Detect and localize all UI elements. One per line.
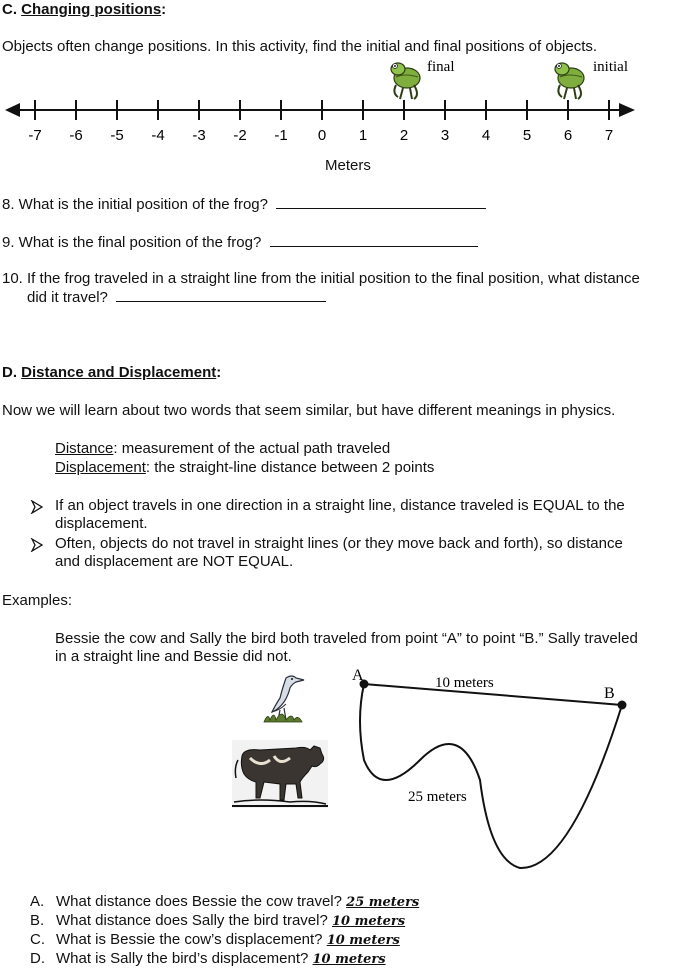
point-b-label: B: [604, 685, 615, 702]
answer-d-value: 10 meters: [312, 952, 386, 967]
bullet-1-line1: If an object travels in one direction in a straight line, distance traveled is EQUAL to the: [55, 497, 625, 514]
tick-label: -5: [110, 127, 124, 144]
bird-icon: [258, 672, 308, 724]
definition-displacement: [55, 459, 434, 477]
frog-final-icon: [391, 63, 420, 99]
distance-definition: : measurement of the actual path traveled: [113, 440, 391, 457]
tick-label: -6: [69, 127, 83, 144]
tick-label: 5: [522, 127, 532, 144]
straight-distance-label: 10 meters: [435, 675, 494, 691]
tick-label: -4: [151, 127, 165, 144]
answer-d-label: D.: [30, 950, 45, 967]
path-diagram: [340, 660, 640, 880]
answer-c-question: What is Bessie the cow’s displacement?: [56, 931, 323, 948]
cow-icon: [230, 738, 330, 810]
answer-b-value: 10 meters: [331, 914, 406, 929]
section-c-colon: :: [161, 1, 167, 18]
answer-8-blank[interactable]: [276, 195, 486, 209]
tick-label: 3: [440, 127, 450, 144]
answer-a-question: What distance does Bessie the cow travel?: [56, 893, 342, 910]
question-10-line2-wrap: [2, 288, 640, 307]
example-line2: in a straight line and Bessie did not.: [55, 648, 292, 665]
answer-row-c: [30, 931, 419, 950]
section-d-colon: :: [216, 364, 222, 381]
tick-label: -7: [28, 127, 42, 144]
displacement-term: Displacement: [55, 459, 146, 476]
point-a-label: A: [352, 667, 364, 684]
number-line-unit: Meters: [325, 157, 371, 174]
bullet-2-line2: and displacement are NOT EQUAL.: [55, 553, 294, 570]
displacement-definition: : the straight-line distance between 2 points: [145, 459, 435, 476]
tick-label: -3: [192, 127, 206, 144]
question-10: [2, 270, 640, 307]
tick-label: 6: [563, 127, 573, 144]
tick-label: 0: [317, 127, 327, 144]
tick-label: -2: [233, 127, 247, 144]
answers-list: [30, 893, 419, 969]
question-8: [2, 195, 486, 214]
examples-label: Examples:: [2, 592, 73, 609]
point-b-marker: [618, 701, 627, 710]
question-10-line2: did it travel?: [27, 289, 108, 306]
curved-distance-label: 25 meters: [408, 789, 467, 805]
arrow-bullet-icon: [30, 500, 44, 514]
answer-a-label: A.: [30, 893, 45, 910]
tick-marks: [28, 100, 613, 144]
frog-initial-icon: [555, 63, 584, 99]
question-10-line1: 10. If the frog traveled in a straight line from the initial position to the final position, what distance: [2, 270, 640, 287]
tick-label: -1: [274, 127, 288, 144]
answer-row-b: [30, 912, 419, 931]
distance-term: Distance: [55, 440, 114, 457]
final-label: final: [427, 59, 455, 75]
curved-path-line: [360, 684, 622, 868]
section-d-heading: [2, 364, 221, 382]
tick-label: 2: [399, 127, 409, 144]
question-9: [2, 233, 478, 252]
bullet-1: [30, 497, 625, 533]
section-d-intro: Now we will learn about two words that seem similar, but have different meanings in physics.: [2, 402, 616, 419]
answer-c-label: C.: [30, 931, 45, 948]
arrow-bullet-icon: [30, 538, 44, 552]
left-arrow-icon: [5, 103, 20, 117]
answer-row-a: [30, 893, 419, 912]
answer-b-question: What distance does Sally the bird travel?: [56, 912, 328, 929]
right-arrow-icon: [619, 103, 635, 117]
section-c-title: Changing positions: [21, 1, 162, 18]
section-c-heading: [2, 1, 166, 19]
answer-d-question: What is Sally the bird’s displacement?: [56, 950, 309, 967]
section-d-title: Distance and Displacement: [21, 364, 217, 381]
question-9-text: 9. What is the final position of the frog?: [2, 234, 262, 251]
answer-b-label: B.: [30, 912, 45, 929]
bullet-2: [30, 535, 623, 571]
tick-label: 1: [358, 127, 368, 144]
bullet-2-line1: Often, objects do not travel in straight lines (or they move back and forth), so distance: [55, 535, 623, 552]
bullet-1-line2: displacement.: [55, 515, 148, 532]
definition-distance: [55, 440, 390, 458]
tick-label: 7: [604, 127, 614, 144]
answer-a-value: 25 meters: [346, 895, 420, 910]
section-d-letter: D.: [2, 364, 17, 381]
example-line1: Bessie the cow and Sally the bird both traveled from point “A” to point “B.” Sally traveled: [55, 630, 638, 647]
answer-10-blank[interactable]: [116, 288, 326, 302]
answer-row-d: [30, 950, 419, 969]
section-c-letter: C.: [2, 1, 17, 18]
tick-label: 4: [481, 127, 491, 144]
answer-9-blank[interactable]: [270, 233, 478, 247]
question-8-text: 8. What is the initial position of the frog?: [2, 196, 268, 213]
initial-label: initial: [593, 59, 628, 75]
answer-c-value: 10 meters: [326, 933, 400, 948]
section-c-intro: Objects often change positions. In this activity, find the initial and final positions of objects.: [2, 38, 598, 55]
